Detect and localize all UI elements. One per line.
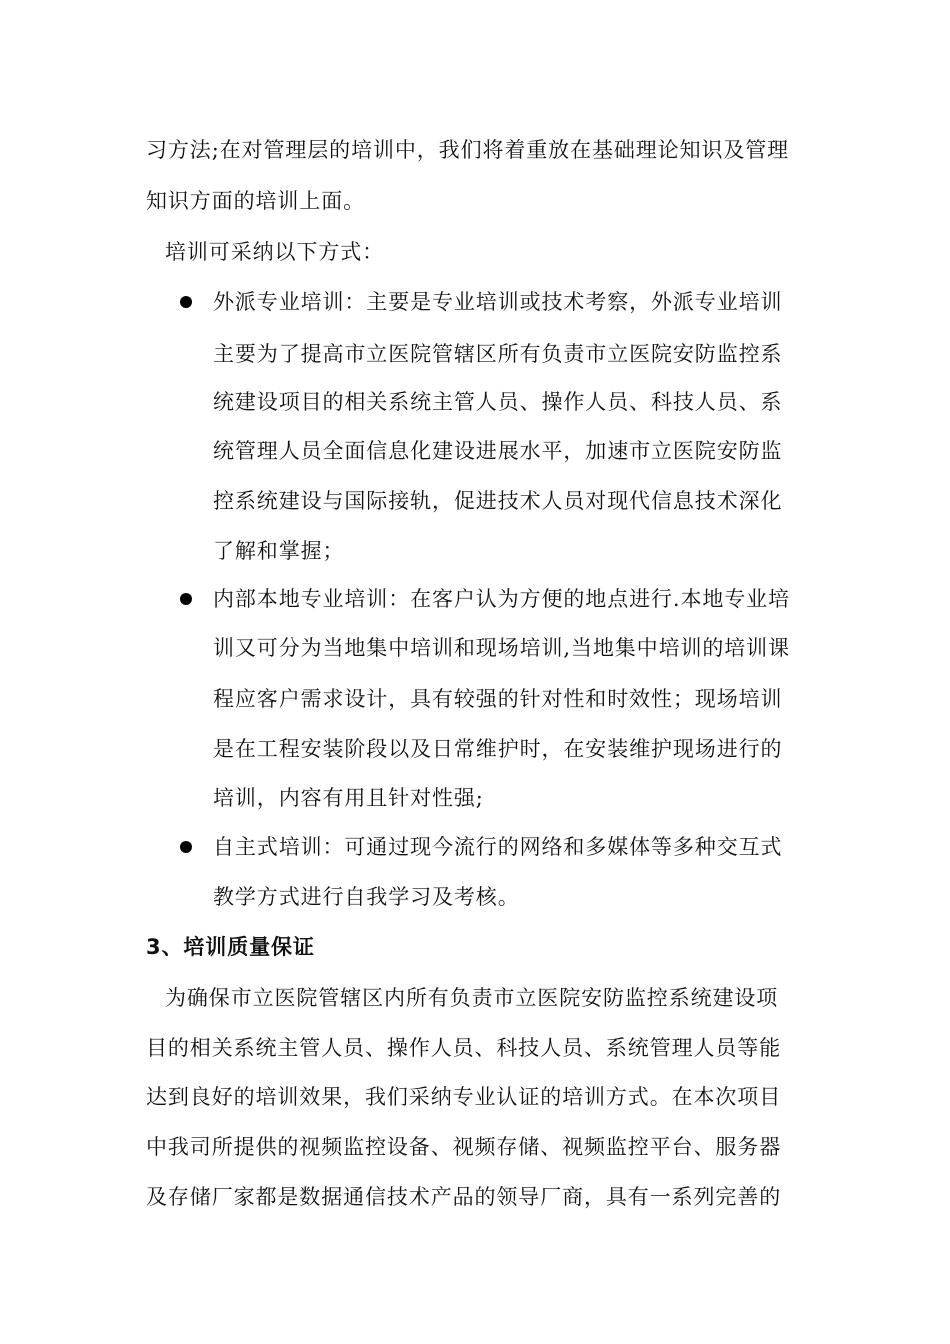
bullet-2-line-4: 是在工程安装阶段以及日常维护时，在安装维护现场进行的 <box>213 737 783 761</box>
intro-line-2: 知识方面的培训上面。 <box>146 189 365 213</box>
bullet-1-line-1: 外派专业培训：主要是专业培训或技术考察，外派专业培训 <box>213 290 783 314</box>
section-line-1: 为确保市立医院管辖区内所有负责市立医院安防监控系统建设项 <box>165 986 779 1010</box>
bullet-1-line-2: 主要为了提高市立医院管辖区所有负责市立医院安防监控系 <box>213 342 783 366</box>
bullet-2-line-1: 内部本地专业培训：在客户认为方便的地点进行.本地专业培 <box>213 587 790 611</box>
bullet-2-line-2: 训又可分为当地集中培训和现场培训,当地集中培训的培训课 <box>213 636 790 660</box>
intro-line-1: 习方法;在对管理层的培训中，我们将着重放在基础理论知识及管理 <box>146 138 790 162</box>
bullet-icon <box>180 296 192 308</box>
bullet-1-line-6: 了解和掌握； <box>213 539 345 563</box>
section-line-3: 达到良好的培训效果，我们采纳专业认证的培训方式。在本次项目 <box>146 1085 782 1109</box>
section-line-5: 及存储厂家都是数据通信技术产品的领导厂商，具有一系列完善的 <box>146 1185 782 1209</box>
section-line-4: 中我司所提供的视频监控设备、视频存储、视频监控平台、服务器 <box>146 1135 782 1159</box>
bullet-icon <box>180 841 192 853</box>
section-heading: 3、培训质量保证 <box>146 935 315 959</box>
intro-line-3: 培训可采纳以下方式： <box>165 240 384 264</box>
bullet-2-line-5: 培训，内容有用且针对性强; <box>213 786 484 810</box>
bullet-3-line-1: 自主式培训：可通过现今流行的网络和多媒体等多种交互式 <box>213 835 783 859</box>
bullet-3-line-2: 教学方式进行自我学习及考核。 <box>213 885 520 909</box>
bullet-1-line-4: 统管理人员全面信息化建设进展水平，加速市立医院安防监 <box>213 439 783 463</box>
bullet-1-line-3: 统建设项目的相关系统主管人员、操作人员、科技人员、系 <box>213 390 783 414</box>
bullet-1-line-5: 控系统建设与国际接轨，促进技术人员对现代信息技术深化 <box>213 489 783 513</box>
section-line-2: 目的相关系统主管人员、操作人员、科技人员、系统管理人员等能 <box>146 1036 782 1060</box>
bullet-2-line-3: 程应客户需求设计，具有较强的针对性和时效性；现场培训 <box>213 687 783 711</box>
bullet-icon <box>180 593 192 605</box>
